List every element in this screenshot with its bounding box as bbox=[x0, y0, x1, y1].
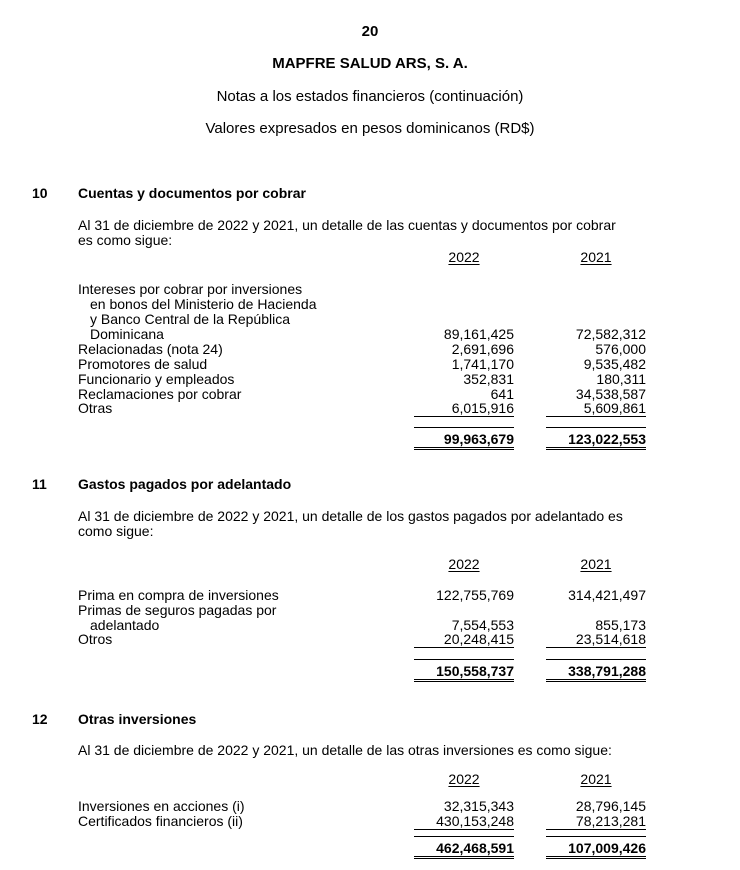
total-2021: 338,791,288 bbox=[546, 659, 646, 682]
section-intro bbox=[78, 218, 668, 248]
row-label: Promotores de salud bbox=[78, 356, 208, 372]
cell-2022: 6,015,916 bbox=[414, 401, 514, 417]
page-number: 20 bbox=[361, 23, 379, 40]
cell-2022: 352,831 bbox=[463, 371, 514, 387]
cell-2021: 5,609,861 bbox=[546, 401, 646, 417]
intro-line: Al 31 de diciembre de 2022 y 2021, un detalle de los gastos pagados por adelantado es bbox=[78, 508, 623, 524]
cell-2021: 855,173 bbox=[595, 617, 646, 633]
column-header-2021: 2021 bbox=[580, 556, 612, 572]
row-label bbox=[78, 282, 316, 342]
cell-2022: 641 bbox=[490, 386, 514, 402]
intro-line: es como sigue: bbox=[78, 232, 173, 248]
total-2022: 462,468,591 bbox=[414, 836, 514, 859]
cell-2021: 78,213,281 bbox=[546, 814, 646, 830]
row-label: Funcionario y empleados bbox=[78, 371, 235, 387]
row-label: Inversiones en acciones (i) bbox=[78, 798, 245, 814]
row-label: Otros bbox=[78, 631, 113, 647]
row-label bbox=[78, 603, 276, 633]
column-header-2022: 2022 bbox=[448, 556, 480, 572]
cell-2021: 576,000 bbox=[595, 341, 646, 357]
cell-2022: 430,153,248 bbox=[414, 814, 514, 830]
company-name: MAPFRE SALUD ARS, S. A. bbox=[272, 55, 468, 72]
row-label: Reclamaciones por cobrar bbox=[78, 386, 242, 402]
label-line: Primas de seguros pagadas por bbox=[78, 602, 277, 618]
section-intro bbox=[78, 509, 668, 539]
total-2021: 123,022,553 bbox=[546, 427, 646, 450]
subtitle-currency: Valores expresados en pesos dominicanos (RD$) bbox=[205, 120, 535, 137]
column-header-2022: 2022 bbox=[448, 249, 480, 265]
cell-2021: 314,421,497 bbox=[568, 587, 646, 603]
cell-2022: 89,161,425 bbox=[443, 326, 514, 342]
column-header-2021: 2021 bbox=[580, 771, 612, 787]
cell-2022: 1,741,170 bbox=[451, 356, 514, 372]
cell-2021: 9,535,482 bbox=[583, 356, 646, 372]
row-label: Prima en compra de inversiones bbox=[78, 587, 279, 603]
cell-2022: 2,691,696 bbox=[451, 341, 514, 357]
label-line: en bonos del Ministerio de Hacienda bbox=[90, 296, 317, 312]
cell-2022: 122,755,769 bbox=[436, 587, 514, 603]
total-2022: 99,963,679 bbox=[414, 427, 514, 450]
row-label: Otras bbox=[78, 400, 113, 416]
intro-line: como sigue: bbox=[78, 523, 154, 539]
label-line: adelantado bbox=[90, 617, 160, 633]
section-number: 10 bbox=[32, 185, 48, 201]
cell-2021: 28,796,145 bbox=[575, 798, 646, 814]
section-title: Otras inversiones bbox=[78, 711, 197, 727]
label-line: y Banco Central de la República bbox=[90, 311, 291, 327]
section-title: Cuentas y documentos por cobrar bbox=[78, 185, 306, 201]
cell-2021: 23,514,618 bbox=[546, 632, 646, 648]
section-number: 12 bbox=[32, 711, 48, 727]
cell-2021: 34,538,587 bbox=[575, 386, 646, 402]
row-label: Certificados financieros (ii) bbox=[78, 813, 243, 829]
intro-line: Al 31 de diciembre de 2022 y 2021, un detalle de las cuentas y documentos por cobrar bbox=[78, 217, 616, 233]
cell-2022: 7,554,553 bbox=[451, 617, 514, 633]
column-header-2021: 2021 bbox=[580, 249, 612, 265]
cell-2021: 72,582,312 bbox=[575, 326, 646, 342]
total-2021: 107,009,426 bbox=[546, 836, 646, 859]
cell-2022: 32,315,343 bbox=[443, 798, 514, 814]
section-title: Gastos pagados por adelantado bbox=[78, 476, 292, 492]
cell-2021: 180,311 bbox=[596, 371, 646, 387]
section-number: 11 bbox=[32, 476, 47, 492]
cell-2022: 20,248,415 bbox=[414, 632, 514, 648]
total-2022: 150,558,737 bbox=[414, 659, 514, 682]
subtitle-notes: Notas a los estados financieros (continuación) bbox=[216, 88, 524, 105]
column-header-2022: 2022 bbox=[448, 771, 480, 787]
label-line: Dominicana bbox=[90, 326, 164, 342]
intro-line: Al 31 de diciembre de 2022 y 2021, un detalle de las otras inversiones es como sigue: bbox=[78, 742, 612, 758]
row-label: Relacionadas (nota 24) bbox=[78, 341, 223, 357]
section-intro bbox=[78, 743, 668, 758]
label-line: Intereses por cobrar por inversiones bbox=[78, 281, 303, 297]
